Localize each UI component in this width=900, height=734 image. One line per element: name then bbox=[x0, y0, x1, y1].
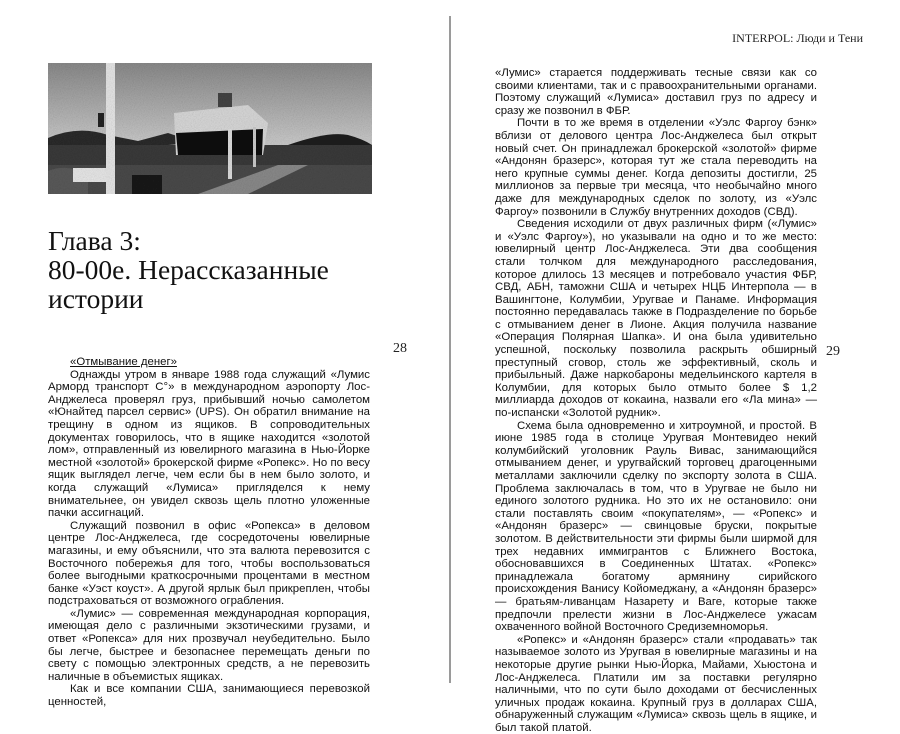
page-gutter-divider bbox=[449, 16, 451, 683]
paragraph: Схема была одновременно и хитроумной, и простой. В июне 1985 года в столице Уругвая Монтевидео некий колумбийский уголовник Рауль Вивас, занимающийся отмыванием денег, и уругвайский торговец драгоценными металлами заключили сделку по экспорту золота в США. Проблема заключалась в том, что в Уругвае не было ни единого золотого рудника. Но это их не остановило: они стали поставлять своим «покупателям», — «Ропекс» и «Андонян бразерс» — свинцовые бруски, покрытые золотом. В действительности эти фирмы были ширмой для трех недавних иммигрантов с Ближнего Востока, обосновавшихся в Соединенных Штатах. «Ропекс» принадлежала богатому армянину сирийского происхождения Ванису Койомеджану, а «Андонян бразерс» — братьям-ливанцам Назарету и Ваге, которые также предпочли прелести жизни в Лос-Анджелесе ужасам охваченного войной Восточного Средиземноморья. bbox=[495, 419, 817, 634]
chapter-title-line-2: 80-00е. Нерассказанные bbox=[48, 254, 329, 285]
section-heading: «Отмывание денег» bbox=[70, 356, 177, 368]
chapter-photo bbox=[48, 63, 372, 194]
left-page-body bbox=[48, 356, 370, 709]
chapter-title bbox=[48, 226, 408, 313]
paragraph: Сведения исходили от двух различных фирм («Лумис» и «Уэлс Фаргоу»), но указывали на одно и то же место: ювелирный центр Лос-Анджелеса. Эти два сообщения стали толчком для международного расследования, которое длилось 13 месяцев и потребовало участия ФБР, СВД, АБН, таможни США и четырех НЦБ Интерпола — в Вашингтоне, Колумбии, Уругвае и Панаме. Информация постоянно передавалась также в Подразделение по борьбе с отмыванием денег в Лионе. Акция получила название «Операция Полярная Шапка». И она была удивительно успешной, поскольку позволила раскрыть обширный преступный сговор, столь же эффективный, сколь и прибыльный. Даже наркобароны медельинского картеля в Колумбии, для которых было отмыто более $ 1,2 миллиарда доходов от кокаина, назвали его «Ла мина» — по-испански «Золотой рудник». bbox=[495, 218, 817, 420]
paragraph: «Лумис» — современная международная корпорация, имеющая дело с различными экзотическими грузами, и ответ «Ропекса» для них прозвучал неубедительно. Было бы легче, быстрее и безопаснее перемещать деньги по свету с помощью электронных средств, а не перевозить наличные в объемистых ящиках. bbox=[48, 607, 370, 683]
chapter-title-line-3: истории bbox=[48, 283, 144, 314]
page-number-right: 29 bbox=[826, 344, 840, 359]
paragraph: «Лумис» старается поддерживать тесные связи как со своими клиентами, так и с правоохранительными органами. Поэтому служащий «Лумиса» доставил груз по адресу и сразу же позвонил в ФБР. bbox=[495, 67, 817, 117]
paragraph: Почти в то же время в отделении «Уэлс Фаргоу бэнк» вблизи от делового центра Лос-Анджелеса был открыт новый счет. Он принадлежал брокерской «золотой» фирме «Андонян бразерс», которая тут же стала переводить на него крупные суммы денег. Когда депозиты достигли, 25 миллионов за первые три месяца, что необычайно много даже для международных сделок по золоту, из «Уэлс Фаргоу» позвонили в Службу внутренних доходов (СВД). bbox=[495, 117, 817, 218]
chapter-title-line-1: Глава 3: bbox=[48, 225, 141, 256]
right-page-body bbox=[495, 67, 817, 734]
paragraph: Однажды утром в январе 1988 года служащий «Лумис Арморд транспорт С°» в международном аэропорту Лос-Анджелеса проверял груз, прибывший ночью самолетом «Юнайтед парсел сервис» (UPS). Он обратил внимание на трещину в одном из ящиков. В сопроводительных документах говорилось, что в ящике находится «золотой лом», отправленный из ювелирного магазина в Нью-Йорке местной «золотой» брокерской фирме «Ропекс». Но по весу ящик выглядел легче, чем если бы в нем было золото, и когда служащий «Лумиса» пригляделся к нему внимательнее, он увидел сквозь щель плотно уложенные пачки ассигнаций. bbox=[48, 368, 370, 520]
pier-ship-image bbox=[48, 63, 372, 194]
page-number-left: 28 bbox=[393, 341, 407, 356]
paragraph: «Ропекс» и «Андонян бразерс» стали «продавать» так называемое золото из Уругвая в ювелирные магазины и на некоторые другие рынки Нью-Йорка, Майами, Хьюстона и Лос-Анджелеса. Платили им за поставки регулярно наличными, что по сути было доходами от бесчисленных уличных продаж кокаина. Крупный груз в долларах США, обнаруженный служащим «Лумиса» сквозь щель в ящике, и был такой платой. bbox=[495, 633, 817, 734]
paragraph: Как и все компании США, занимающиеся перевозкой ценностей, bbox=[48, 683, 370, 709]
running-head: INTERPOL: Люди и Тени bbox=[732, 31, 863, 45]
paragraph: Служащий позвонил в офис «Ропекса» в деловом центре Лос-Анджелеса, где сосредоточены ювелирные магазины, и ему объяснили, что эта валюта перевозится с Восточного побережья для того, чтобы воспользоваться более выгодными краткосрочными процентами в местном банке «Уэст коуст». А другой ярлык был прикреплен, чтобы подстраховаться от возможного ограбления. bbox=[48, 519, 370, 608]
